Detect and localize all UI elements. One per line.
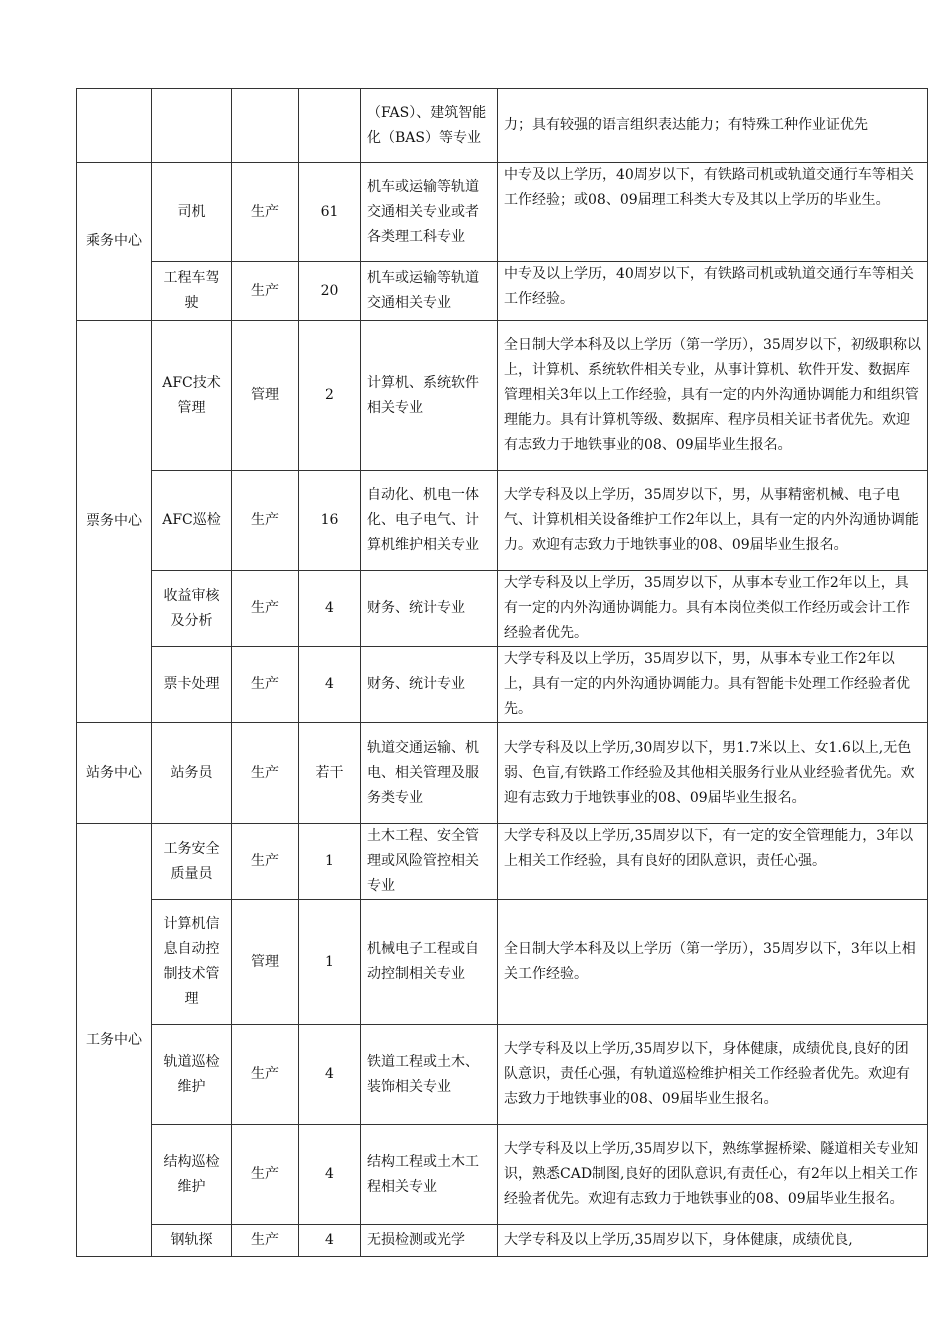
dept-cell: 工务中心 [77,824,152,1257]
major-cell: 铁道工程或土木、装饰相关专业 [361,1025,498,1125]
requirement-cell: 大学专科及以上学历,35周岁以下，身体健康，成绩优良,良好的团队意识，责任心强，有轨道巡检维护相关工作经验者优先。欢迎有志致力于地铁事业的08、09届毕业生报名。 [498,1025,928,1125]
position-cell: 站务员 [152,723,232,824]
position-cell: 轨道巡检维护 [152,1025,232,1125]
position-cell: 司机 [152,163,232,262]
requirement-cell: 大学专科及以上学历，35周岁以下，从事本专业工作2年以上，具有一定的内外沟通协调能力。具有本岗位类似工作经历或会计工作经验者优先。 [498,571,928,647]
count-cell: 4 [299,1125,361,1225]
major-cell: 自动化、机电一体化、电子电气、计算机维护相关专业 [361,471,498,571]
position-cell: 工程车驾驶 [152,262,232,321]
count-cell: 2 [299,321,361,471]
position-cell: 收益审核及分析 [152,571,232,647]
requirement-cell: 大学专科及以上学历，35周岁以下，男，从事本专业工作2年以上，具有一定的内外沟通协调能力。具有智能卡处理工作经验者优先。 [498,647,928,723]
count-cell: 4 [299,1225,361,1257]
count-cell: 4 [299,571,361,647]
position-cell: 票卡处理 [152,647,232,723]
major-cell: 土木工程、安全管理或风险管控相关专业 [361,824,498,900]
table-row [77,1025,928,1125]
table-row [77,1225,928,1257]
requirement-cell: 力；具有较强的语言组织表达能力；有特殊工种作业证优先 [498,89,928,163]
type-cell [232,89,299,163]
major-cell: 机车或运输等轨道交通相关专业 [361,262,498,321]
major-cell: （FAS）、建筑智能化（BAS）等专业 [361,89,498,163]
table-row [77,723,928,824]
major-cell: 机械电子工程或自动控制相关专业 [361,900,498,1025]
major-cell: 财务、统计专业 [361,647,498,723]
type-cell: 管理 [232,900,299,1025]
major-cell: 无损检测或光学 [361,1225,498,1257]
count-cell: 20 [299,262,361,321]
position-cell: 钢轨探 [152,1225,232,1257]
type-cell: 生产 [232,163,299,262]
requirement-cell: 大学专科及以上学历,30周岁以下，男1.7米以上、女1.6以上,无色弱、色盲,有铁路工作经验及其他相关服务行业从业经验者优先。欢迎有志致力于地铁事业的08、09届毕业生报名。 [498,723,928,824]
count-cell [299,89,361,163]
count-cell: 1 [299,824,361,900]
table-row [77,262,928,321]
table-row [77,321,928,471]
type-cell: 生产 [232,571,299,647]
requirement-cell: 中专及以上学历，40周岁以下，有铁路司机或轨道交通行车等相关工作经验；或08、09届理工科类大专及其以上学历的毕业生。 [498,163,928,262]
position-cell: AFC技术管理 [152,321,232,471]
major-cell: 计算机、系统软件相关专业 [361,321,498,471]
major-cell: 结构工程或土木工程相关专业 [361,1125,498,1225]
type-cell: 生产 [232,1225,299,1257]
dept-cell: 站务中心 [77,723,152,824]
table-row [77,1125,928,1225]
position-cell: 工务安全质量员 [152,824,232,900]
requirement-cell: 大学专科及以上学历,35周岁以下，熟练掌握桥梁、隧道相关专业知识，熟悉CAD制图,良好的团队意识,有责任心，有2年以上相关工作经验者优先。欢迎有志致力于地铁事业的08、09届毕业生报名。 [498,1125,928,1225]
major-cell: 机车或运输等轨道交通相关专业或者各类理工科专业 [361,163,498,262]
position-cell: 结构巡检维护 [152,1125,232,1225]
requirement-cell: 大学专科及以上学历，35周岁以下，男，从事精密机械、电子电气、计算机相关设备维护工作2年以上，具有一定的内外沟通协调能力。欢迎有志致力于地铁事业的08、09届毕业生报名。 [498,471,928,571]
requirement-cell: 中专及以上学历，40周岁以下，有铁路司机或轨道交通行车等相关工作经验。 [498,262,928,321]
count-cell: 16 [299,471,361,571]
position-cell: 计算机信息自动控制技术管理 [152,900,232,1025]
type-cell: 管理 [232,321,299,471]
table-row [77,571,928,647]
requirement-cell: 大学专科及以上学历,35周岁以下，有一定的安全管理能力，3年以上相关工作经验，具有良好的团队意识，责任心强。 [498,824,928,900]
recruitment-table [76,88,928,1257]
major-cell: 财务、统计专业 [361,571,498,647]
type-cell: 生产 [232,1125,299,1225]
table-row [77,647,928,723]
position-cell [152,89,232,163]
type-cell: 生产 [232,723,299,824]
type-cell: 生产 [232,471,299,571]
count-cell: 61 [299,163,361,262]
count-cell: 1 [299,900,361,1025]
dept-cell [77,89,152,163]
table-row [77,824,928,900]
table-row [77,471,928,571]
type-cell: 生产 [232,1025,299,1125]
major-cell: 轨道交通运输、机电、相关管理及服务类专业 [361,723,498,824]
count-cell: 若干 [299,723,361,824]
requirement-cell: 全日制大学本科及以上学历（第一学历），35周岁以下，初级职称以上，计算机、系统软件相关专业，从事计算机、软件开发、数据库管理相关3年以上工作经验，具有一定的内外沟通协调能力和组织管理能力。具有计算机等级、数据库、程序员相关证书者优先。欢迎有志致力于地铁事业的08、09届毕业生报名。 [498,321,928,471]
table-row [77,163,928,262]
requirement-cell: 全日制大学本科及以上学历（第一学历），35周岁以下，3年以上相关工作经验。 [498,900,928,1025]
table-row [77,89,928,163]
table-row [77,900,928,1025]
dept-cell: 票务中心 [77,321,152,723]
type-cell: 生产 [232,824,299,900]
type-cell: 生产 [232,262,299,321]
requirement-cell: 大学专科及以上学历,35周岁以下，身体健康，成绩优良, [498,1225,928,1257]
dept-cell: 乘务中心 [77,163,152,321]
position-cell: AFC巡检 [152,471,232,571]
count-cell: 4 [299,1025,361,1125]
count-cell: 4 [299,647,361,723]
type-cell: 生产 [232,647,299,723]
